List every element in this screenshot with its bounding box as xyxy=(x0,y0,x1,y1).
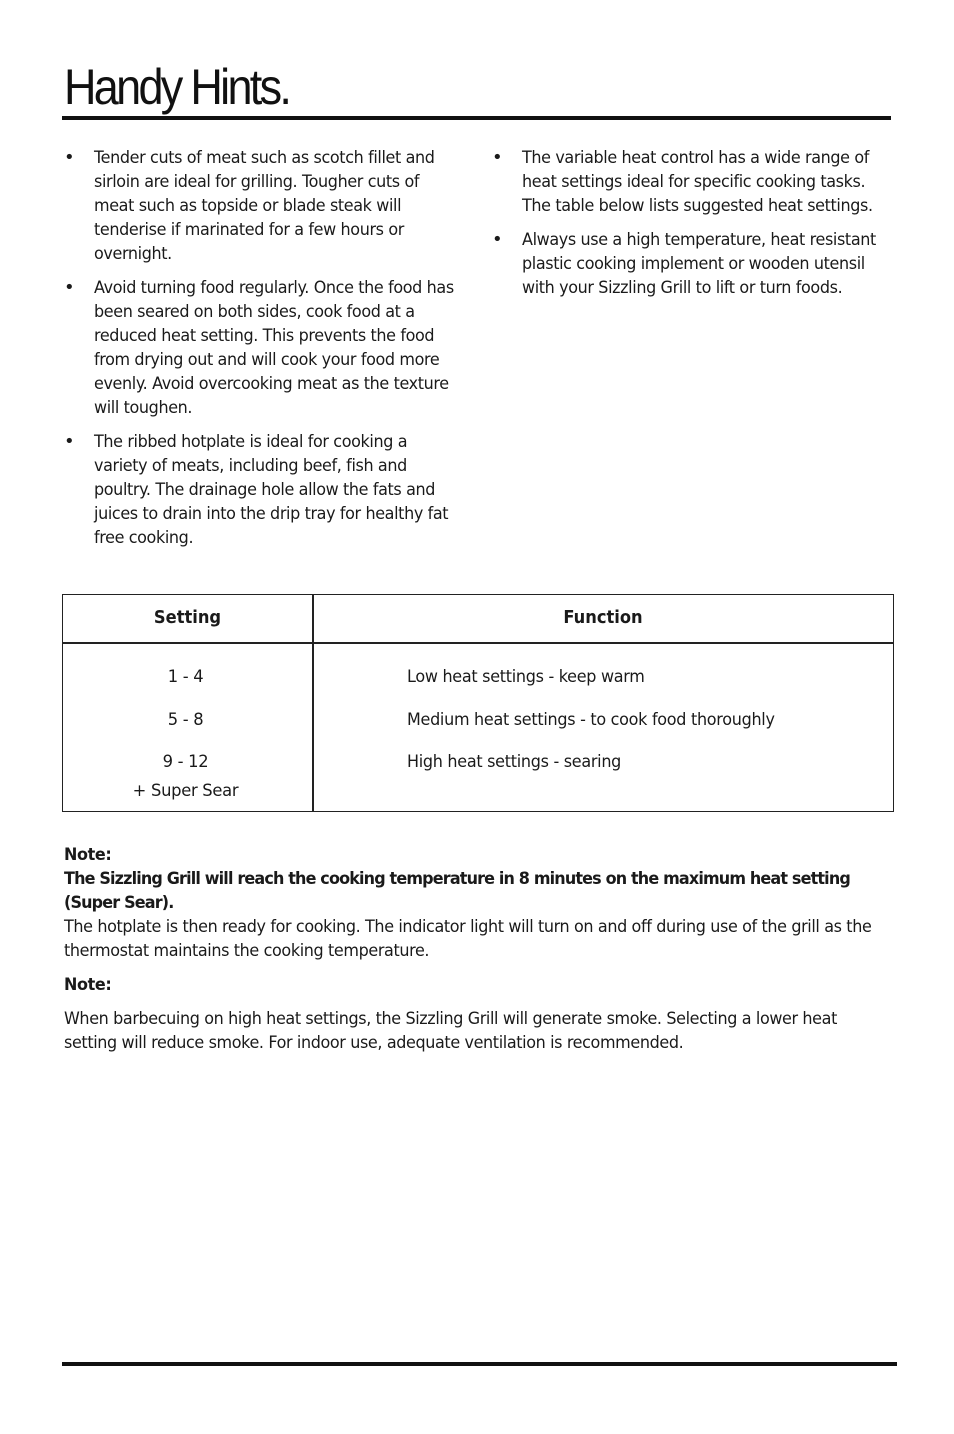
heat-settings-table xyxy=(62,594,894,812)
note-text: When barbecuing on high heat settings, the Sizzling Grill will generate smoke. Selecting a lower heat setting will reduce smoke. For indoor use, adequate ventilation is recommended. xyxy=(64,1009,837,1053)
bullet-icon: • xyxy=(64,431,75,452)
table-cell-setting: 5 - 8 xyxy=(167,710,204,730)
bullet-icon: • xyxy=(64,147,75,168)
table-header-divider xyxy=(63,642,893,644)
hint-text: Always use a high temperature, heat resistant plastic cooking implement or wooden utensil with your Sizzling Grill to lift or turn foods. xyxy=(522,230,876,298)
list-item xyxy=(64,276,464,420)
table-cell-function: High heat settings - searing xyxy=(407,752,622,772)
table-header-function: Function xyxy=(563,608,643,628)
page-title: Handy Hints. xyxy=(64,59,290,115)
table-cell-setting: 9 - 12 xyxy=(162,752,209,772)
hints-column-left xyxy=(64,146,464,560)
table-header-setting: Setting xyxy=(153,608,222,628)
notes-section xyxy=(64,843,954,1055)
note-label: Note: xyxy=(64,975,112,995)
hints-list-right xyxy=(492,146,892,300)
table-column-divider xyxy=(312,595,314,811)
note-bold-text: The Sizzling Grill will reach the cooking temperature in 8 minutes on the maximum heat setting (Super Sear). xyxy=(64,869,850,913)
bullet-icon: • xyxy=(492,147,503,168)
hints-list-left xyxy=(64,146,464,550)
bullet-icon: • xyxy=(492,229,503,250)
list-item xyxy=(64,146,464,266)
hint-text: The variable heat control has a wide range of heat settings ideal for specific cooking tasks. The table below lists suggested heat settings. xyxy=(522,148,873,216)
bullet-icon: • xyxy=(64,277,75,298)
table-cell-function: Low heat settings - keep warm xyxy=(407,667,645,687)
table-cell-setting-extra: + Super Sear xyxy=(132,781,239,801)
table-cell-setting: 1 - 4 xyxy=(167,667,204,687)
table-cell-function: Medium heat settings - to cook food thoroughly xyxy=(407,710,775,730)
list-item xyxy=(64,430,464,550)
title-divider xyxy=(62,116,891,120)
hints-column-right xyxy=(492,146,892,310)
hint-text: The ribbed hotplate is ideal for cooking a variety of meats, including beef, fish and poultry. The drainage hole allow the fats and juices to drain into the drip tray for healthy fat free cooking. xyxy=(94,432,449,548)
footer-divider xyxy=(62,1362,897,1366)
list-item xyxy=(492,146,892,218)
note-text: The hotplate is then ready for cooking. The indicator light will turn on and off during use of the grill as the thermostat maintains the cooking temperature. xyxy=(64,917,872,961)
hint-text: Avoid turning food regularly. Once the food has been seared on both sides, cook food at a reduced heat setting. This prevents the food from drying out and will cook your food more evenly. Avoid overcooking meat as the texture will toughen. xyxy=(94,278,454,418)
hint-text: Tender cuts of meat such as scotch fillet and sirloin are ideal for grilling. Tougher cuts of meat such as topside or blade steak will tenderise if marinated for a few hours or overnight. xyxy=(94,148,435,264)
note-label: Note: xyxy=(64,845,112,865)
list-item xyxy=(492,228,892,300)
